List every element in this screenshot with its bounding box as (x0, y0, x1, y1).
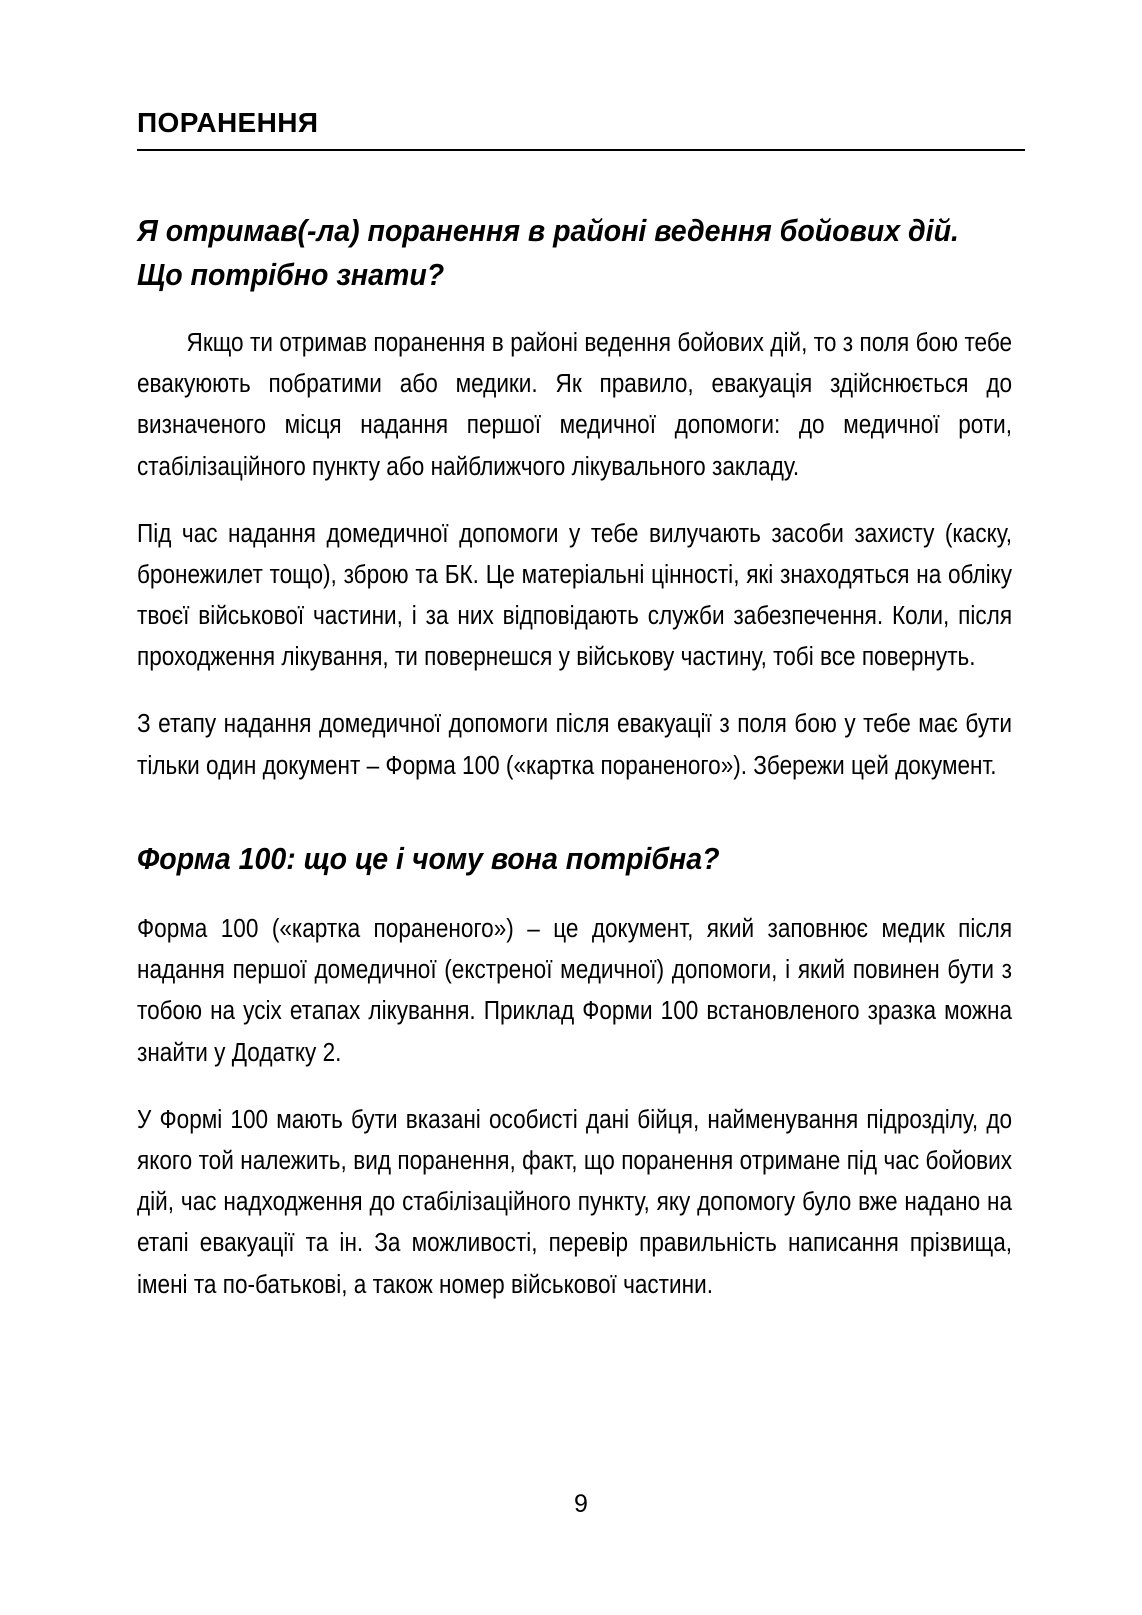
section-heading-1: Я отримав(-ла) поранення в районі ведення бойових дій. Що потрібно знати? (137, 212, 959, 292)
page-content-column (137, 0, 1012, 1615)
running-head (137, 0, 1012, 151)
paragraph: З етапу надання домедичної допомоги після евакуації з поля бою у тебе має бути тільки один документ – Форма 100 («картка пораненого»). Збережи цей документ. (137, 710, 1013, 780)
running-head-title: ПОРАНЕННЯ (137, 107, 319, 138)
page-number: 9 (574, 1490, 588, 1518)
running-head-divider (137, 149, 1025, 151)
paragraph: У Формі 100 мають бути вказані особисті дані бійця, найменування підрозділу, до якого той належить, вид поранення, факт, що поранення отримане під час бойових дій, час надходження до стабілізаційного пункту, яку допомогу було вже надано на етапі евакуації та ін. За можливості, перевір правильність написання прізвища, імені та по-батькові, а також номер військової частини. (137, 1105, 1013, 1299)
section-heading-2: Форма 100: що це і чому вона потрібна? (137, 840, 720, 876)
paragraph: Форма 100 («картка пораненого») – це документ, який заповнює медик після надання першої домедичної (екстреної медичної) допомоги, і який повинен бути з тобою на усіх етапах лікування. Приклад Форми 100 встановленого зразка можна знайти у Додатку 2. (137, 914, 1013, 1067)
paragraph: Під час надання домедичної допомоги у тебе вилучають засоби захисту (каску, бронежилет тощо), зброю та БК. Це матеріальні цінності, які знаходяться на обліку твоєї військової частини, і за них відповідають служби забезпечення. Коли, після проходження лікування, ти повернешся у військову частину, тобі все повернуть. (137, 519, 1013, 672)
paragraph: Якщо ти отримав поранення в районі ведення бойових дій, то з поля бою тебе евакуюють побратими або медики. Як правило, евакуація здійснюється до визначеного місця надання першої медичної допомоги: до медичної роти, стабілізаційного пункту або найближчого лікувального закладу. (137, 328, 1013, 481)
